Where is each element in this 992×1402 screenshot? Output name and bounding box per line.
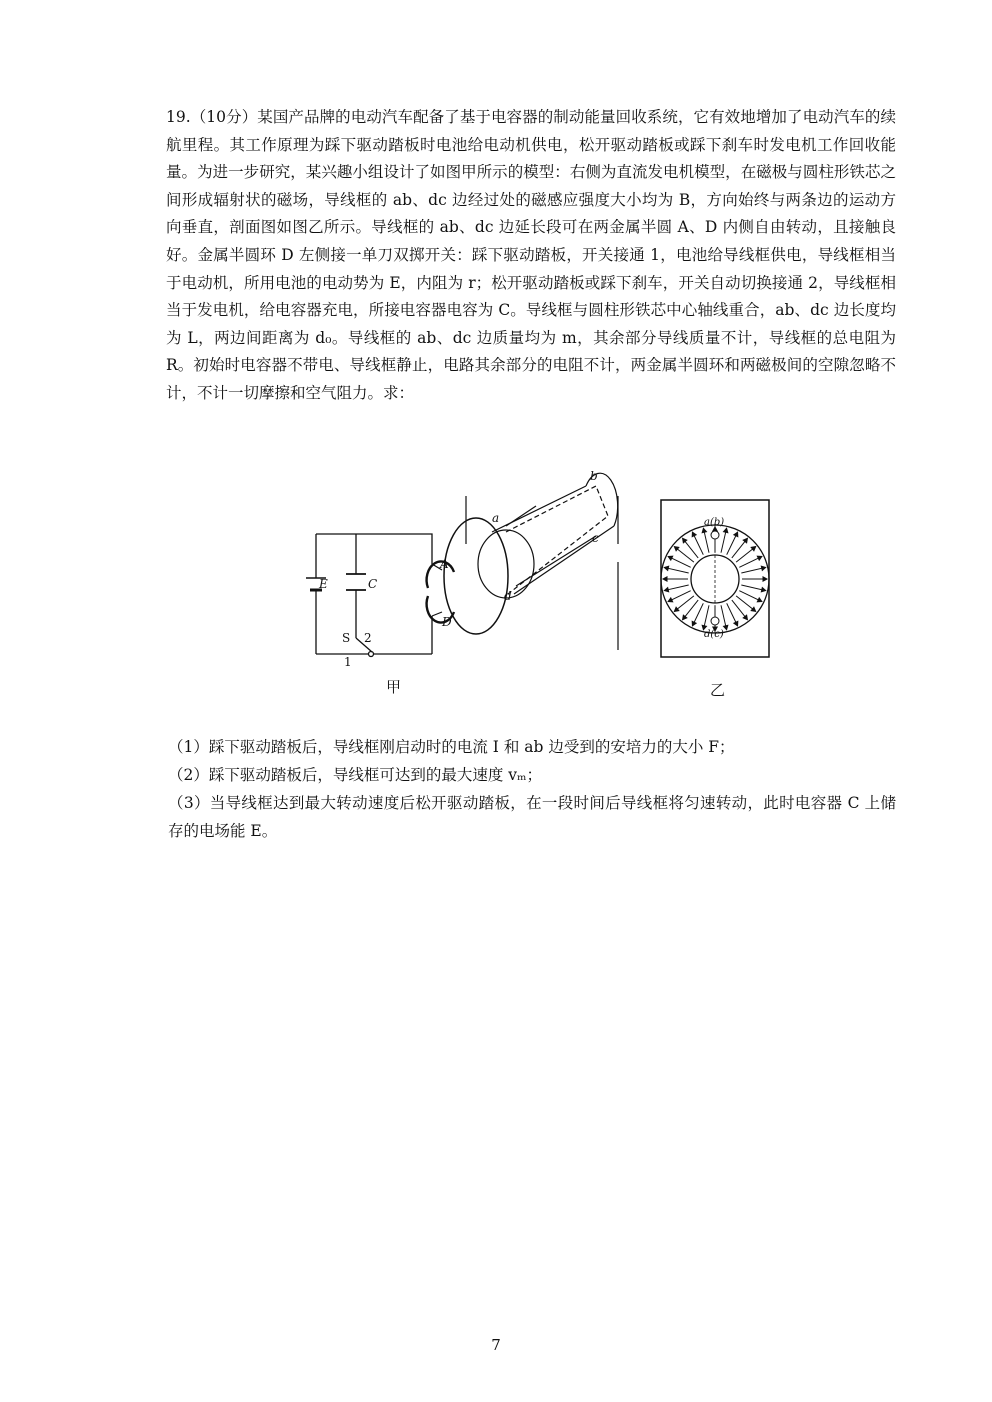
stator-left (444, 518, 508, 634)
wire-ab-section (711, 531, 719, 539)
label-D: D (442, 615, 452, 629)
cylinder-top (492, 486, 586, 532)
wire-top (316, 534, 432, 564)
label-dc: d(c) (704, 629, 724, 640)
wire-dc-section (711, 617, 719, 625)
questions (168, 733, 896, 845)
caption-jia: 甲 (386, 678, 402, 696)
figure-jia (296, 466, 636, 666)
question-2: （2）踩下驱动踏板后，导线框可达到的最大速度 vₘ； (168, 766, 543, 784)
label-2: 2 (364, 631, 372, 645)
capacitor (346, 574, 366, 590)
problem-text: 19.（10分）某国产品牌的电动汽车配备了基于电容器的制动能量回收系统，它有效地增加了电动汽车的续航里程。其工作原理为踩下驱动踏板时电池给电动机供电，松开驱动踏板或踩下刹车时发电机工作回收能量。为进一步研究，某兴趣小组设计了如图甲所示的模型：右侧为直流发电机模型，在磁极与圆柱形铁芯之间形成辐射状的磁场，导线框的 ab、dc 边经过处的磁感应强度大小均为 B，方向始终与两条边的运动方向垂直，剖面图如图乙所示。导线框的 ab、dc 边延长段可在两金属半圆 A、D 内侧自由转动，且接触良好。金属半圆环 D 左侧接一单刀双掷开关：踩下驱动踏板，开关接通 1，电池给导线框供电，导线框相当于电动机，所用电池的电动势为 E，内阻为 r；松开驱动踏板或踩下刹车，开关自动切换接通 2，导线框相当于发电机，给电容器充电，所接电容器电容为 C。导线框与圆柱形铁芯中心轴线重合，ab、dc 边长度均为 L，两边间距离为 d₀。导线框的 ab、dc 边质量均为 m，其余部分导线质量不计，导线框的总电阻为 R。初始时电容器不带电、导线框静止，电路其余部分的电阻不计，两金属半圆环和两磁极间的空隙忽略不计，不计一切摩擦和空气阻力。求： (166, 108, 896, 402)
label-b: b (590, 469, 598, 483)
figure-yi-drawing (660, 499, 772, 659)
label-d: d (504, 589, 512, 603)
question-3: （3）当导线框达到最大转动速度后松开驱动踏板，在一段时间后导线框将匀速转动，此时电容器 C 上储存的电场能 E。 (168, 794, 896, 840)
cylinder-bottom (514, 526, 614, 594)
label-1: 1 (344, 655, 352, 666)
label-E: E (319, 577, 328, 591)
label-S: S (342, 631, 351, 645)
figure-yi (660, 499, 772, 659)
figure-jia-drawing (296, 466, 636, 666)
caption-yi: 乙 (710, 681, 726, 699)
question-1: （1）踩下驱动踏板后，导线框刚启动时的电流 I 和 ab 边受到的安培力的大小 F； (168, 738, 735, 756)
label-a: a (492, 511, 500, 525)
page-number: 7 (491, 1336, 501, 1354)
label-C: C (368, 577, 378, 591)
label-ab: a(b) (704, 517, 725, 528)
problem-statement (166, 104, 896, 408)
label-c: c (592, 531, 599, 545)
switch-contact (369, 652, 374, 657)
iron-core-front (478, 530, 534, 598)
label-A: A (440, 557, 449, 571)
